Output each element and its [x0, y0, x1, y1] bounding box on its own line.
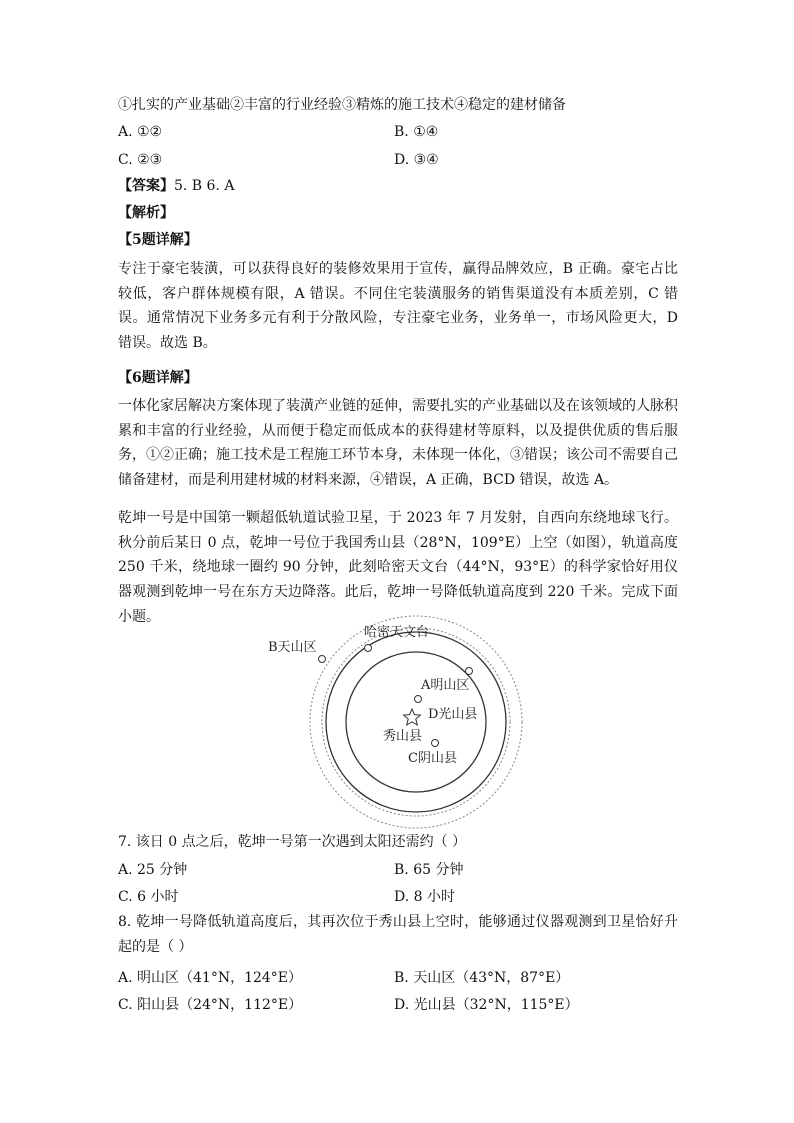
yinshan-label: C阴山县	[408, 751, 457, 766]
q6-option-b: B. ①④	[394, 124, 439, 140]
q6-explanation: 一体化家居解决方案体现了装潢产业链的延伸，需要扎实的产业基础以及在该领域的人脉积累和丰富的行业经验，从而便于稳定而低成本的获得建材等原料，以及提供优质的售后服务，①②正确；施工技术是工程施工环节本身，未体现一体化，③错误；该公司不需要自己储备建材，而是利用建材城的材料来源，④错误，A 正确，BCD 错误，故选 A。	[118, 398, 678, 489]
q8-option-d: D. 光山县（32°N，115°E）	[394, 997, 579, 1013]
q6-option-a: A. ①②	[118, 124, 163, 140]
tianshan-label: B天山区	[268, 640, 317, 655]
q7-option-c: C. 6 小时	[118, 889, 179, 905]
hami-point-icon	[365, 645, 372, 652]
answer-text: 5. B 6. A	[174, 178, 235, 194]
guangshan-label: D光山县	[428, 707, 478, 722]
q8-option-a: A. 明山区（41°N，124°E）	[118, 970, 303, 986]
xiushan-star-icon	[404, 709, 421, 725]
tianshan-point-icon	[319, 656, 326, 663]
yinshan-point-icon	[432, 740, 439, 747]
q7-stem: 7. 该日 0 点之后，乾坤一号第一次遇到太阳还需约（ ）	[118, 834, 467, 850]
answer-line	[118, 176, 234, 196]
answer-tag: 【答案】	[118, 178, 174, 194]
mingshan-label: A明山区	[421, 678, 470, 693]
q8-option-c: C. 阳山县（24°N，112°E）	[118, 997, 303, 1013]
q7-option-a: A. 25 分钟	[118, 862, 188, 878]
mingshan-point-icon	[466, 668, 473, 675]
q5-heading: 【5题详解】	[118, 232, 198, 248]
q6-heading: 【6题详解】	[118, 370, 198, 386]
guangshan-point-icon	[415, 696, 422, 703]
q6-option-c: C. ②③	[118, 152, 163, 168]
q8-stem: 8. 乾坤一号降低轨道高度后，其再次位于秀山县上空时，能够通过仪器观测到卫星恰好升起的是（ ）	[118, 914, 678, 955]
question-stem: 乾坤一号是中国第一颗超低轨道试验卫星，于 2023 年 7 月发射，自西向东绕地球飞行。秋分前后某日 0 点，乾坤一号位于我国秀山县（28°N，109°E）上空（如图），轨道高度 250 千米，绕地球一圈约 90 分钟，此刻哈密天文台（44°N，93°E）的科学家恰好用仪器观测到乾坤一号在东方天边降落。此后，乾坤一号降低轨道高度到 220 千米。完成下面小题。	[118, 510, 678, 625]
xiushan-label: 秀山县	[383, 729, 423, 744]
orbit-figure	[260, 615, 550, 830]
q7-option-d: D. 8 小时	[394, 889, 455, 905]
hami-label: 哈密天文台	[364, 625, 430, 640]
q8-option-b: B. 天山区（43°N，87°E）	[394, 970, 570, 986]
q6-option-d: D. ③④	[394, 152, 439, 168]
analysis-heading: 【解析】	[118, 205, 174, 221]
q5-explanation: 专注于豪宅装潢，可以获得良好的装修效果用于宣传，赢得品牌效应，B 正确。豪宅占比较低，客户群体规模有限，A 错误。不同住宅装潢服务的销售渠道没有本质差别，C 错误。通常情况下业务多元有利于分散风险，专注豪宅业务，业务单一，市场风险更大，D 错误。故选 B。	[118, 261, 678, 352]
q7-option-b: B. 65 分钟	[394, 862, 464, 878]
question-items-line: ①扎实的产业基础②丰富的行业经验③精炼的施工技术④稳定的建材储备	[118, 97, 566, 113]
